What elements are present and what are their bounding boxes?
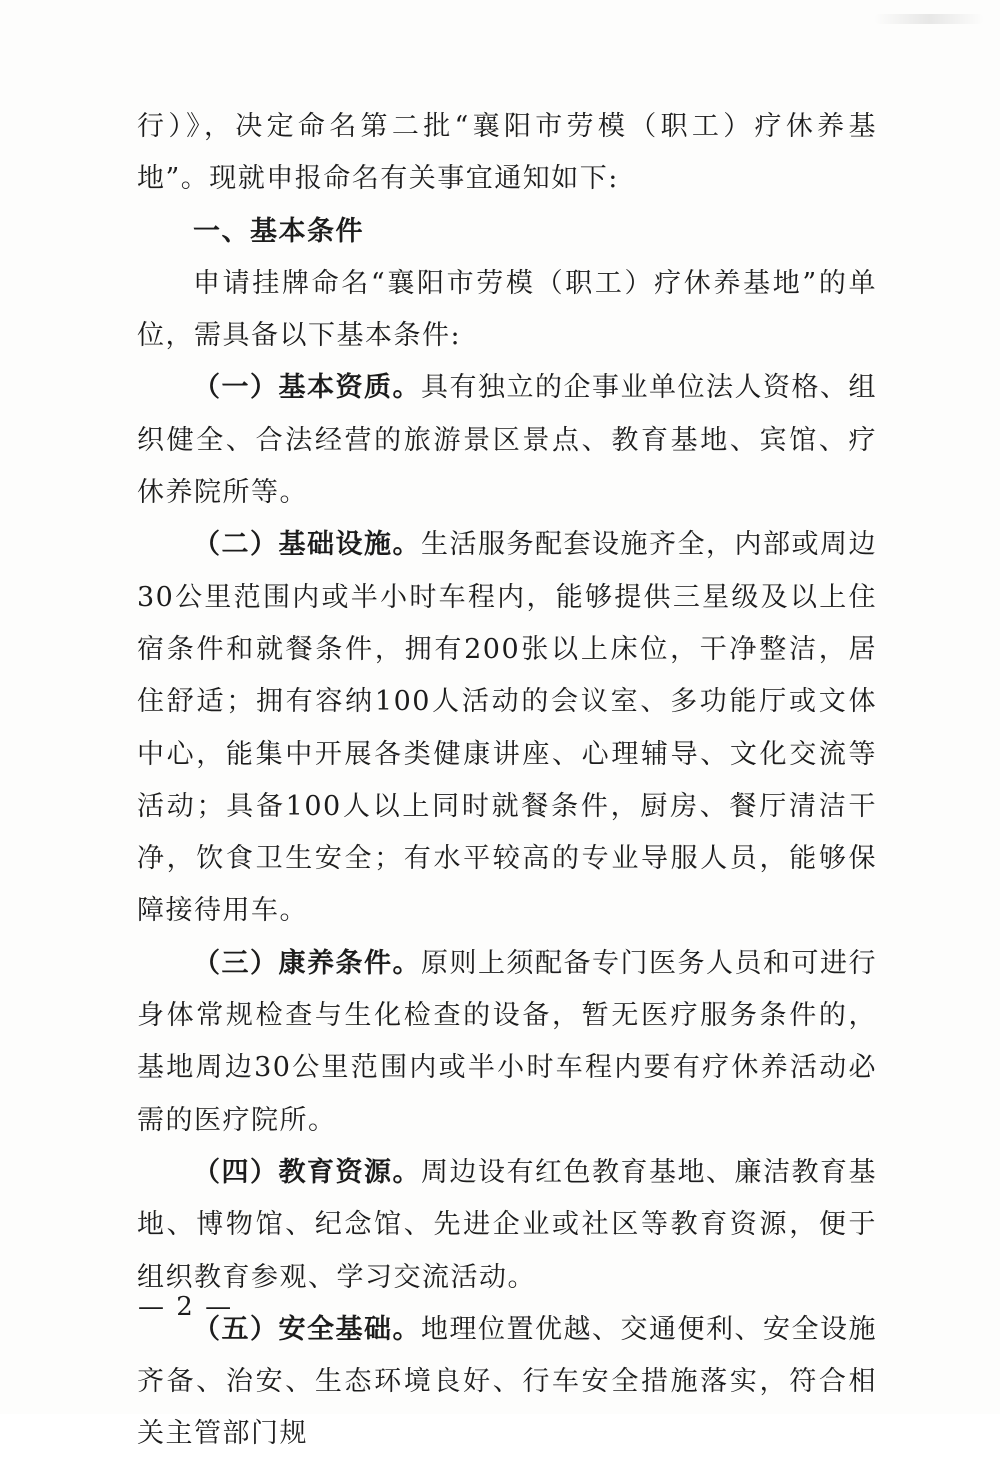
item-label: （一）基本资质。 — [193, 372, 421, 404]
item-text: 地理位置优越、交通便利、安全设施齐备、治安、生态环境良好、行车安全措施落实，符合相关主管部门规 — [137, 1313, 877, 1450]
item-label: （四）教育资源。 — [193, 1156, 421, 1188]
item-label: （三）康养条件。 — [193, 947, 421, 979]
item-label: （五）安全基础。 — [193, 1313, 421, 1345]
item-infrastructure — [137, 519, 877, 937]
heading-text: 一、基本条件 — [193, 215, 364, 247]
item-label: （二）基础设施。 — [193, 529, 421, 561]
section-heading — [137, 206, 877, 258]
paragraph-intro — [137, 258, 877, 363]
item-basic-qualification — [137, 362, 877, 519]
paragraph-text: 申请挂牌命名“襄阳市劳模（职工）疗休养基地”的单位，需具备以下基本条件: — [137, 267, 877, 352]
document-body — [137, 101, 877, 1461]
item-education-resources — [137, 1147, 877, 1304]
paragraph-continuation — [137, 101, 877, 206]
item-text: 周边设有红色教育基地、廉洁教育基地、博物馆、纪念馆、先进企业或社区等教育资源，便于组织教育参观、学习交流活动。 — [137, 1156, 877, 1293]
page-number: — 2 — — [138, 1292, 234, 1322]
item-health-conditions — [137, 938, 877, 1147]
item-text: 原则上须配备专门医务人员和可进行身体常规检查与生化检查的设备，暂无医疗服务条件的，基地周边30公里范围内或半小时车程内要有疗休养活动必需的医疗院所。 — [137, 947, 877, 1136]
paragraph-text: 行）》，决定命名第二批“襄阳市劳模（职工）疗休养基地”。现就申报命名有关事宜通知如下: — [137, 111, 877, 195]
item-safety-foundation — [137, 1304, 877, 1461]
item-text: 具有独立的企事业单位法人资格、组织健全、合法经营的旅游景区景点、教育基地、宾馆、疗休养院所等。 — [137, 372, 877, 509]
scan-artifact — [874, 14, 984, 24]
item-text: 生活服务配套设施齐全，内部或周边30公里范围内或半小时车程内，能够提供三星级及以上住宿条件和就餐条件，拥有200张以上床位，干净整洁，居住舒适；拥有容纳100人活动的会议室、多功能厅或文体中心，能集中开展各类健康讲座、心理辅导、文化交流等活动；具备100人以上同时就餐条件，厨房、餐厅清洁干净，饮食卫生安全；有水平较高的专业导服人员，能够保障接待用车。 — [137, 529, 877, 927]
